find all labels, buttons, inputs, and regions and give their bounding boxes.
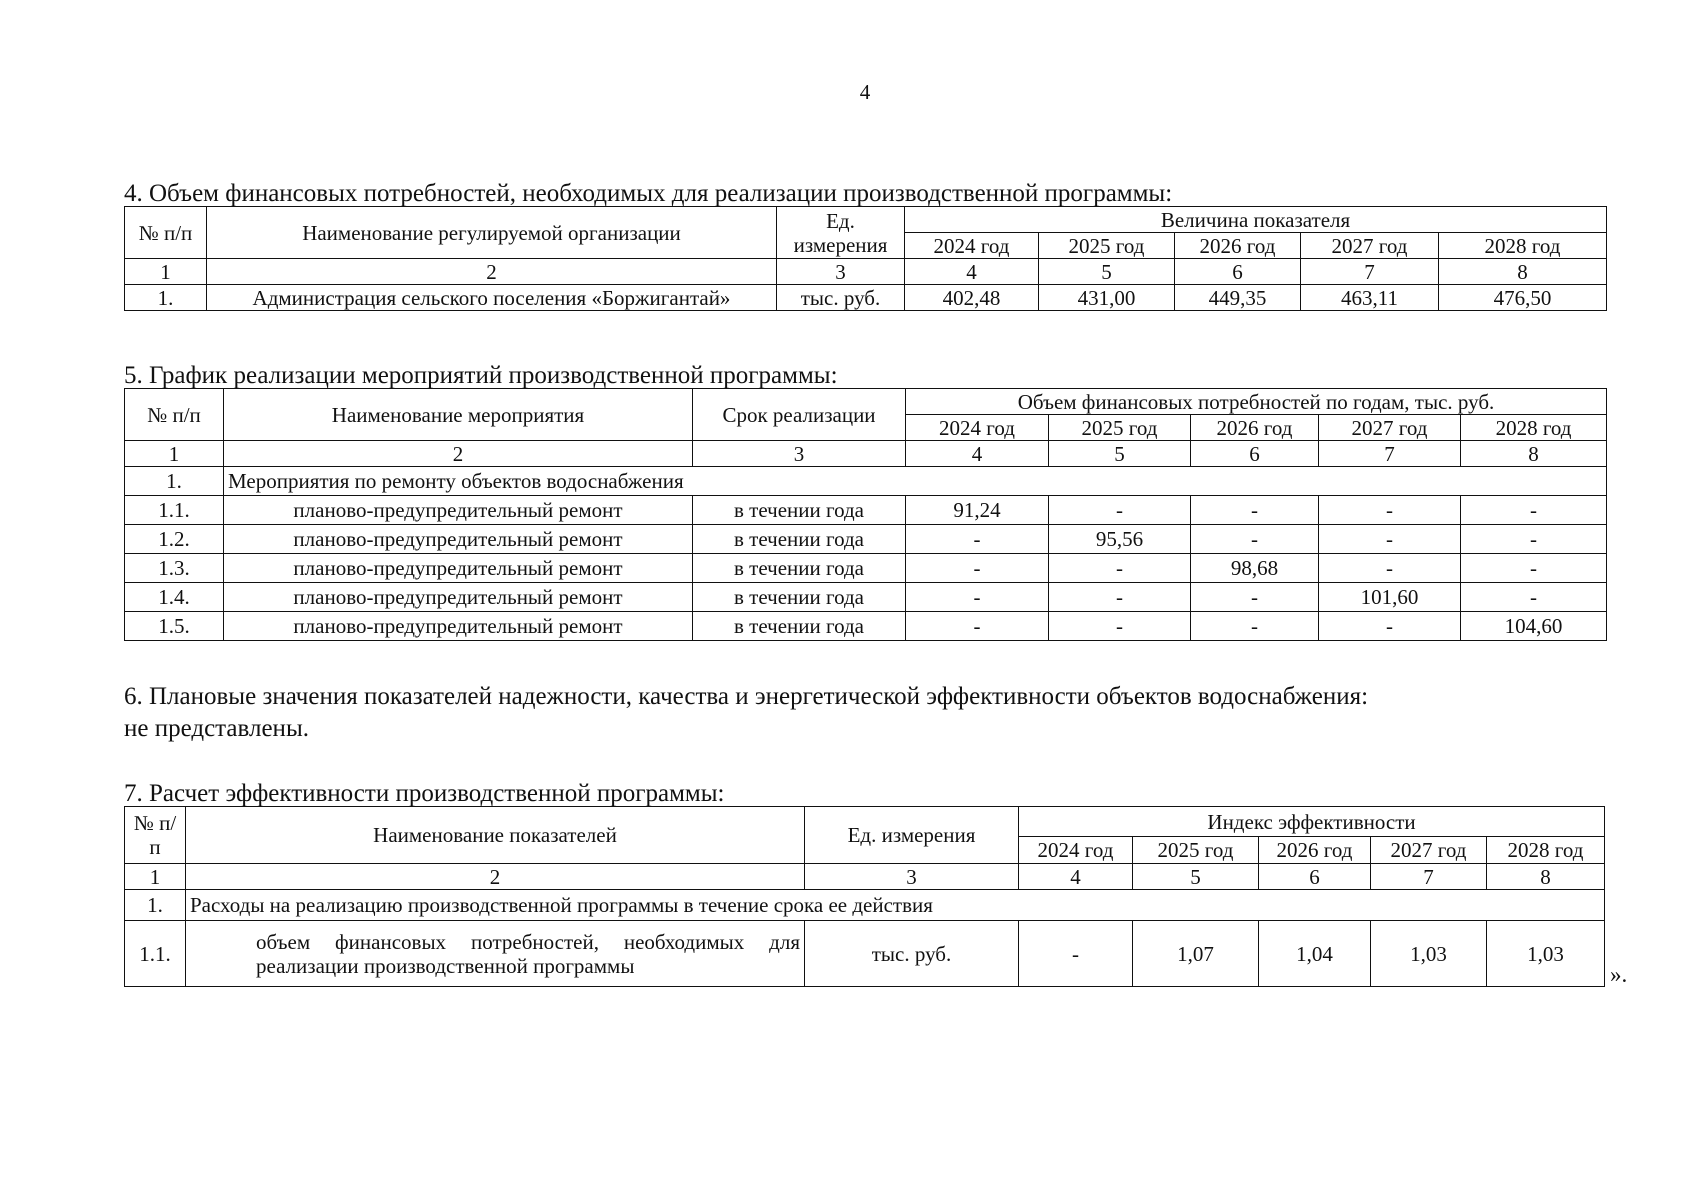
row-term: в течении года: [693, 612, 906, 641]
header-org: Наименование регулируемой организации: [207, 207, 777, 259]
header-year: 2026 год: [1259, 837, 1371, 864]
column-number: 3: [777, 259, 905, 285]
row-num: 1.4.: [125, 583, 224, 612]
header-year: 2024 год: [905, 233, 1039, 259]
header-volume: Объем финансовых потребностей по годам, тыс. руб.: [906, 389, 1607, 415]
row-value: 104,60: [1461, 612, 1607, 641]
column-number: 2: [207, 259, 777, 285]
header-year: 2027 год: [1371, 837, 1487, 864]
table-row: [125, 496, 1607, 525]
column-number: 2: [186, 864, 805, 890]
row-value: 91,24: [906, 496, 1049, 525]
column-number: 8: [1439, 259, 1607, 285]
row-value: -: [1461, 496, 1607, 525]
group-name: Мероприятия по ремонту объектов водоснабжения: [224, 467, 1607, 496]
row-value: -: [1461, 525, 1607, 554]
table-row: [125, 612, 1607, 641]
column-number: 1: [125, 864, 186, 890]
row-unit: тыс. руб.: [805, 921, 1019, 987]
row-value: -: [1319, 612, 1461, 641]
row-term: в течении года: [693, 525, 906, 554]
row-value: -: [1049, 554, 1191, 583]
row-name: планово-предупредительный ремонт: [224, 612, 693, 641]
row-value: -: [1191, 525, 1319, 554]
header-term: Срок реализации: [693, 389, 906, 441]
row-value: -: [1191, 583, 1319, 612]
row-num: 1.1.: [125, 921, 186, 987]
column-number: 8: [1461, 441, 1607, 467]
table-row: [125, 921, 1605, 987]
closing-quote-mark: ».: [1610, 962, 1628, 987]
row-value: 1,07: [1133, 921, 1259, 987]
row-value: 1,03: [1371, 921, 1487, 987]
column-number: 3: [805, 864, 1019, 890]
column-number: 7: [1319, 441, 1461, 467]
column-number: 8: [1487, 864, 1605, 890]
header-year: 2025 год: [1039, 233, 1175, 259]
column-number: 6: [1191, 441, 1319, 467]
group-name: Расходы на реализацию производственной программы в течение срока ее действия: [186, 890, 1605, 921]
efficiency-table: [124, 806, 1605, 987]
row-value: -: [1049, 612, 1191, 641]
group-num: 1.: [125, 467, 224, 496]
column-number: 4: [1019, 864, 1133, 890]
column-number: 6: [1259, 864, 1371, 890]
column-number: 5: [1049, 441, 1191, 467]
row-org: Администрация сельского поселения «Боржигантай»: [207, 285, 777, 311]
header-year: 2027 год: [1301, 233, 1439, 259]
row-num: 1.: [125, 285, 207, 311]
header-year: 2025 год: [1133, 837, 1259, 864]
schedule-table: [124, 388, 1607, 641]
row-value: -: [1319, 525, 1461, 554]
financial-needs-table: [124, 206, 1607, 311]
table-group-row: [125, 890, 1605, 921]
section-7-title: 7. Расчет эффективности производственной программы:: [124, 780, 725, 807]
row-value: 1,03: [1487, 921, 1605, 987]
header-year: 2026 год: [1175, 233, 1301, 259]
page-number: 4: [859, 80, 871, 104]
row-value: 402,48: [905, 285, 1039, 311]
table-row: [125, 525, 1607, 554]
header-year: 2024 год: [906, 415, 1049, 441]
row-num: 1.3.: [125, 554, 224, 583]
column-number: 6: [1175, 259, 1301, 285]
header-name: Наименование показателей: [186, 807, 805, 864]
section-5-title: 5. График реализации мероприятий производственной программы:: [124, 362, 838, 389]
row-value: -: [1191, 496, 1319, 525]
column-number: 1: [125, 259, 207, 285]
section-6-line1: 6. Плановые значения показателей надежности, качества и энергетической эффективности объектов водоснабжения:: [124, 683, 1369, 710]
header-year: 2028 год: [1439, 233, 1607, 259]
column-number: 2: [224, 441, 693, 467]
row-value: 101,60: [1319, 583, 1461, 612]
row-value: -: [1319, 496, 1461, 525]
row-value: -: [906, 583, 1049, 612]
row-num: 1.2.: [125, 525, 224, 554]
row-name: планово-предупредительный ремонт: [224, 525, 693, 554]
header-year: 2024 год: [1019, 837, 1133, 864]
row-term: в течении года: [693, 583, 906, 612]
group-num: 1.: [125, 890, 186, 921]
row-term: в течении года: [693, 554, 906, 583]
row-value: -: [906, 525, 1049, 554]
row-value: 95,56: [1049, 525, 1191, 554]
row-value: -: [906, 554, 1049, 583]
header-num: № п/п: [125, 807, 186, 864]
column-number: 3: [693, 441, 906, 467]
row-value: -: [1019, 921, 1133, 987]
header-num: № п/п: [125, 389, 224, 441]
header-year: 2028 год: [1461, 415, 1607, 441]
row-value: -: [1049, 496, 1191, 525]
row-term: в течении года: [693, 496, 906, 525]
section-6-line2: не представлены.: [124, 715, 309, 742]
table-row: [125, 285, 1607, 311]
row-name: планово-предупредительный ремонт: [224, 554, 693, 583]
row-num: 1.1.: [125, 496, 224, 525]
header-index: Индекс эффективности: [1019, 807, 1605, 837]
row-name: объем финансовых потребностей, необходимых для реализации производственной программы: [186, 921, 805, 987]
column-number: 5: [1039, 259, 1175, 285]
header-year: 2027 год: [1319, 415, 1461, 441]
header-unit: Ед. измерения: [805, 807, 1019, 864]
column-number: 7: [1301, 259, 1439, 285]
row-value: 98,68: [1191, 554, 1319, 583]
row-value: -: [1461, 554, 1607, 583]
column-number: 4: [905, 259, 1039, 285]
table-row: [125, 583, 1607, 612]
table-row: [125, 554, 1607, 583]
row-unit: тыс. руб.: [777, 285, 905, 311]
header-year: 2026 год: [1191, 415, 1319, 441]
header-unit: Ед. измерения: [777, 207, 905, 259]
row-value: -: [1191, 612, 1319, 641]
row-value: -: [1461, 583, 1607, 612]
row-value: -: [1049, 583, 1191, 612]
column-number: 5: [1133, 864, 1259, 890]
column-number: 1: [125, 441, 224, 467]
row-value: -: [906, 612, 1049, 641]
header-name: Наименование мероприятия: [224, 389, 693, 441]
table-group-row: [125, 467, 1607, 496]
column-number: 4: [906, 441, 1049, 467]
header-year: 2028 год: [1487, 837, 1605, 864]
row-value: -: [1319, 554, 1461, 583]
row-value: 476,50: [1439, 285, 1607, 311]
row-value: 449,35: [1175, 285, 1301, 311]
row-value: 1,04: [1259, 921, 1371, 987]
row-value: 463,11: [1301, 285, 1439, 311]
row-num: 1.5.: [125, 612, 224, 641]
row-name: планово-предупредительный ремонт: [224, 496, 693, 525]
row-value: 431,00: [1039, 285, 1175, 311]
header-value: Величина показателя: [905, 207, 1607, 233]
header-year: 2025 год: [1049, 415, 1191, 441]
section-4-title: 4. Объем финансовых потребностей, необходимых для реализации производственной программы:: [124, 180, 1173, 207]
header-num: № п/п: [125, 207, 207, 259]
column-number: 7: [1371, 864, 1487, 890]
row-name: планово-предупредительный ремонт: [224, 583, 693, 612]
